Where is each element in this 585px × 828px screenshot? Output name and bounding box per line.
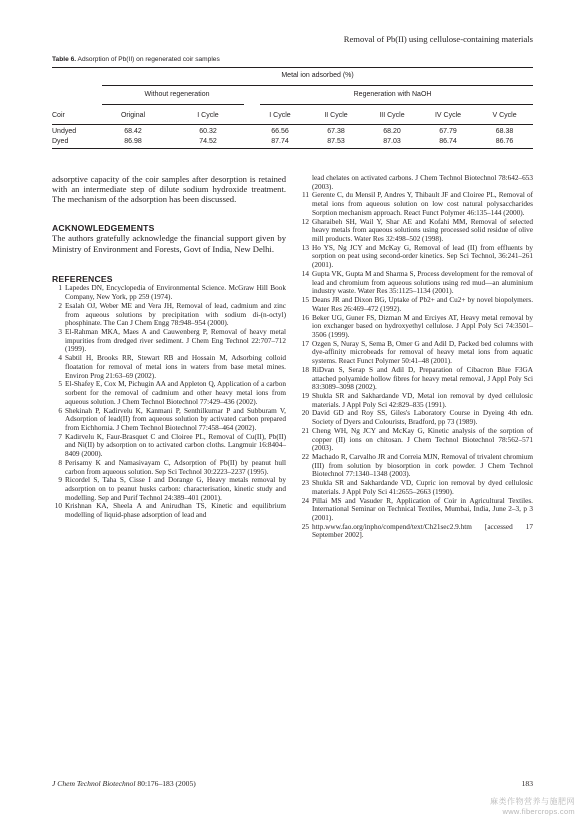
table-cell: 68.42 [124, 127, 142, 135]
reference-item [299, 427, 533, 453]
references-list-right [299, 174, 533, 540]
reference-item [299, 453, 533, 479]
reference-text: Ho YS, Ng JCY and McKay G, Removal of lead (II) from effluents by sorption on peat using second-order kinetics. Sep Sci Technol, 36:241–261 (2001). [312, 243, 533, 270]
reference-text: Esalah OJ, Weber ME and Vera JH, Removal of lead, cadmium and zinc from aqueous solutions by precipitation with sodium di-(n-octyl) phosphinate. The Can J Chem Engg 78:948–954 (2000). [65, 301, 286, 328]
table-row [52, 136, 533, 146]
col-header-cycle-1: I Cycle [269, 111, 291, 119]
reference-number: 4 [58, 354, 62, 363]
table-cell: 66.56 [271, 127, 289, 135]
table-row [52, 126, 533, 136]
reference-number: 3 [58, 328, 62, 337]
reference-number: 25 [301, 522, 309, 531]
col-header-cycle-3: III Cycle [379, 111, 405, 119]
left-column [52, 174, 286, 520]
table-bottom-rule [52, 148, 533, 149]
reference-item [299, 340, 533, 366]
reference-text: David GD and Roy SS, Giles's Laboratory Course in Dyeing 4th edn. Society of Dyers and Colourists, Bradford, pp 73 (1989). [312, 409, 533, 427]
col-header-cycle-2: II Cycle [324, 111, 348, 119]
reference-text: Gharaibeh SH, Wail Y, Shar AE and Kofahi MM, Removal of selected heavy metals from aqueous solutions using processed solid residue of olive mill products. Water Res 32:498–502 (1998). [312, 217, 533, 244]
reference-text: Shekinah P, Kadirvelu K, Kanmani P, Senthilkumar P and Subburam V, Adsorption of lead(II) from aqueous solution by activated carbon prepared from Eichhornia. J Chem Technol Biotechnol 77:458–464 (2002). [65, 406, 286, 432]
table-cell: 67.79 [439, 127, 457, 135]
table-cell: 68.38 [495, 127, 514, 135]
table-cell: 87.03 [383, 137, 401, 145]
table-cell: 86.74 [439, 137, 457, 145]
reference-number: 7 [58, 432, 62, 441]
reference-text: lead chelates on activated carbons. J Chem Technol Biotechnol 78:642–653 (2003). [312, 174, 533, 191]
reference-item [52, 407, 286, 433]
reference-text: Cheng WH, Ng JCY and McKay G, Kinetic analysis of the sorption of copper (II) ions on chitosan. J Chem Technol Biotechnol 78:562–571 (2003). [312, 426, 533, 453]
reference-text: Sabtil H, Brooks RR, Stewart RB and Hossain M, Adsorbing colloid floatation for removal of metal ions in waters from base metal mines. Environ Prog 21:63–69 (2002). [65, 354, 286, 380]
reference-item [299, 479, 533, 496]
reference-number: 8 [58, 458, 62, 467]
reference-item [52, 459, 286, 476]
reference-item [52, 302, 286, 328]
reference-number: 12 [301, 217, 309, 226]
reference-number: 11 [302, 191, 309, 200]
reference-text: Pillai MS and Vasuder R, Application of Coir in Agricultural Textiles. International Seminar on Technical Textiles, Mumbai, India, June 2–3, p 3 (2001). [312, 496, 533, 523]
reference-text: El-Rahman MKA, Maes A and Cauwenberg P, Removal of heavy metal impurities from dredged river sediment. J Chem Eng Technol 22:707–712 (1999). [65, 328, 286, 354]
reference-number: 21 [301, 426, 309, 435]
acknowledgements-text: The authors gratefully acknowledge the financial support given by Ministry of Environment and Forests, Govt of India, New Delhi. [52, 233, 286, 254]
reference-text: Perisamy K and Namasivayam C, Adsorption of Pb(II) by peanut hull carbon from aqueous solution. Sep Sci Technol 30:2223–2237 (1995). [65, 458, 286, 476]
table-cell: 87.74 [271, 137, 289, 145]
footer-volume-pages: 80:176–183 (2005) [135, 779, 196, 788]
reference-number: 20 [301, 409, 309, 418]
reference-text: Shukla SR and Sakhardande VD, Metal ion removal by dyed cellulosic materials. J Appl Poly Sci 42:829–835 (1991). [312, 391, 533, 409]
metal-ion-adsorbed-header: Metal ion adsorbed (%) [281, 72, 354, 79]
table-body [52, 68, 533, 146]
footer-citation [52, 779, 196, 788]
table-cell: 87.53 [327, 137, 345, 145]
table-cell: 86.76 [495, 137, 514, 145]
reference-item [52, 354, 286, 380]
reference-item [299, 314, 533, 340]
references-heading: REFERENCES [52, 273, 113, 284]
reference-item [52, 502, 286, 519]
running-head: Removal of Pb(II) using cellulose-containing materials [343, 34, 533, 44]
reference-number: 5 [58, 380, 62, 389]
reference-number: 13 [301, 243, 309, 252]
col-header-cycle-4: IV Cycle [434, 111, 462, 119]
page-number: 183 [521, 779, 533, 788]
reference-text: El-Shafey E, Cox M, Pichugin AA and Appleton Q, Application of a carbon sorbent for the removal of cadmium and other heavy metal ions from aqueous solution. J Chem Technol Biotechnol 77:429–436 (2002). [65, 380, 286, 406]
acknowledgements-heading: ACKNOWLEDGEMENTS [52, 222, 155, 233]
reference-number: 24 [301, 496, 309, 505]
col-header-coir: Coir [52, 111, 65, 119]
watermark-url: www.fibercrops.com [502, 807, 575, 816]
reference-item [299, 270, 533, 296]
table-caption-text: Adsorption of Pb(II) on regenerated coir samples [76, 56, 220, 63]
table-label: Table 6. [52, 56, 77, 63]
reference-item [299, 366, 533, 392]
reference-item [299, 392, 533, 409]
reference-item [299, 218, 533, 244]
reference-text: Krishnan KA, Sheela A and Anirudhan TS, Kinetic and equilibrium modelling of liquid-phase adsorption of lead and [65, 502, 286, 520]
table-6 [52, 55, 533, 149]
reference-item [52, 380, 286, 406]
reference-number: 22 [301, 453, 309, 461]
reference-text: Ozgen S, Nuray S, Sema B, Omer G and Adil D, Packed bed columns with dye-affinity microbeads for removal of heavy metal ions from aquatic systems. React Funct Polymer 50:41–48 (2001). [312, 339, 533, 366]
reference-item [52, 433, 286, 459]
reference-number: 18 [301, 365, 309, 374]
reference-number: 19 [301, 391, 309, 400]
reference-item [299, 296, 533, 313]
col-header-original: Original [120, 111, 146, 119]
watermark [457, 796, 575, 816]
reference-number: 2 [58, 301, 62, 310]
without-regeneration-header: Without regeneration [144, 90, 210, 98]
reference-item [52, 328, 286, 354]
table-cell: 74.52 [199, 137, 217, 145]
reference-text: Machado R, Carvalho JR and Correia MJN, Removal of trivalent chromium (III) from solution by biosorption in cork powder. J Chem Technol Biotechnol 77:1340–1348 (2003). [312, 453, 533, 479]
reference-item [299, 244, 533, 270]
reference-number: 1 [58, 284, 62, 293]
reference-number: 15 [301, 296, 309, 305]
row-label-undyed: Undyed [52, 127, 77, 135]
reference-text: Deans JR and Dixon BG, Uptake of Pb2+ and Cu2+ by novel biopolymers. Water Res 26:469–472 (1992). [312, 296, 533, 313]
table-cell: 67.38 [327, 127, 345, 135]
row-label-dyed: Dyed [52, 137, 69, 145]
reference-item [299, 523, 533, 540]
reference-number: 9 [58, 476, 62, 485]
reference-text: http.www.fao.org/inpho/compend/text/Ch21sec2.9.htm [accessed 17 September 2002]. [312, 522, 533, 540]
reference-item [299, 497, 533, 523]
reference-number: 14 [301, 269, 309, 278]
reference-text: Lapedes DN, Encyclopedia of Environmental Science. McGraw Hill Book Company, New York, pp 259 (1974). [65, 284, 286, 302]
reference-item [52, 476, 286, 502]
reference-number: 17 [301, 339, 309, 348]
col-header-cycle-1-without: I Cycle [197, 111, 219, 119]
reference-text: Shukla SR and Sakhardande VD, Cupric ion removal by dyed cellulosic materials. J Appl Poly Sci 41:2655–2663 (1990). [312, 479, 533, 496]
reference-text: Beker UG, Guner FS, Dizman M and Erciyes AT, Heavy metal removal by ion exchanger based on hydroxyethyl cellulose. J Appl Poly Sci 74:3501–3506 (1999). [312, 313, 533, 339]
reference-item [52, 284, 286, 301]
reference-number: 23 [301, 479, 309, 488]
reference-text: Gupta VK, Gupta M and Sharma S, Process development for the removal of lead and chromium from aqueous solutions using red mud—an aluminium industry waste. Water Res 35:1125–1134 (2001). [312, 269, 533, 296]
regeneration-naoh-header: Regeneration with NaOH [353, 90, 432, 98]
table-cell: 60.32 [199, 127, 217, 135]
conclusion-text: adsorptive capacity of the coir samples after desorption is retained with an intermediate step of dilute sodium hydroxide treatment. The mechanism of the adsorption has been discussed. [52, 174, 286, 205]
table-cell: 86.98 [124, 137, 142, 145]
right-column [299, 174, 533, 540]
reference-number: 16 [301, 313, 309, 322]
reference-item [299, 191, 533, 217]
references-list-left [52, 284, 286, 519]
reference-item [299, 409, 533, 426]
table-caption [52, 55, 533, 64]
reference-text: Kadirvelu K, Faur-Brasquet C and Cloiree PL, Removal of Cu(II), Pb(II) and Ni(II) by adsorption on to activated carbon cloths. Langmuir 16:8404–8409 (2000). [65, 432, 286, 459]
reference-number: 6 [58, 406, 62, 415]
watermark-site-name: 麻类作物营养与施肥网 [490, 797, 575, 806]
footer-journal: J Chem Technol Biotechnol [52, 779, 136, 788]
reference-text: RiDvan S, Serap S and Adil D, Preparation of Cibacron Blue F3GA attached polyamide hollow fibres for heavy metal removal, J Appl Poly Sci 83:3089–3098 (2002). [312, 365, 533, 392]
reference-item [299, 174, 533, 191]
col-header-cycle-5: V Cycle [492, 111, 517, 119]
table-cell: 68.20 [383, 127, 401, 135]
reference-text: Gerente C, du Mensil P, Andres Y, Thibault JF and Cloiree PL, Removal of metal ions from aqueous solution on low cost natural polysaccharides Sorption mechanism approach. React Funct Polymer 46:135–144 (2000). [312, 191, 533, 217]
reference-number: 10 [54, 502, 62, 511]
reference-text: Ricordel S, Taha S, Cisse I and Dorange G, Heavy metals removal by adsorption on to peanut husks carbon: characterisation, kinetic study and modelling. Sep and Purif Technol 24:389–401 (2001). [65, 476, 286, 502]
